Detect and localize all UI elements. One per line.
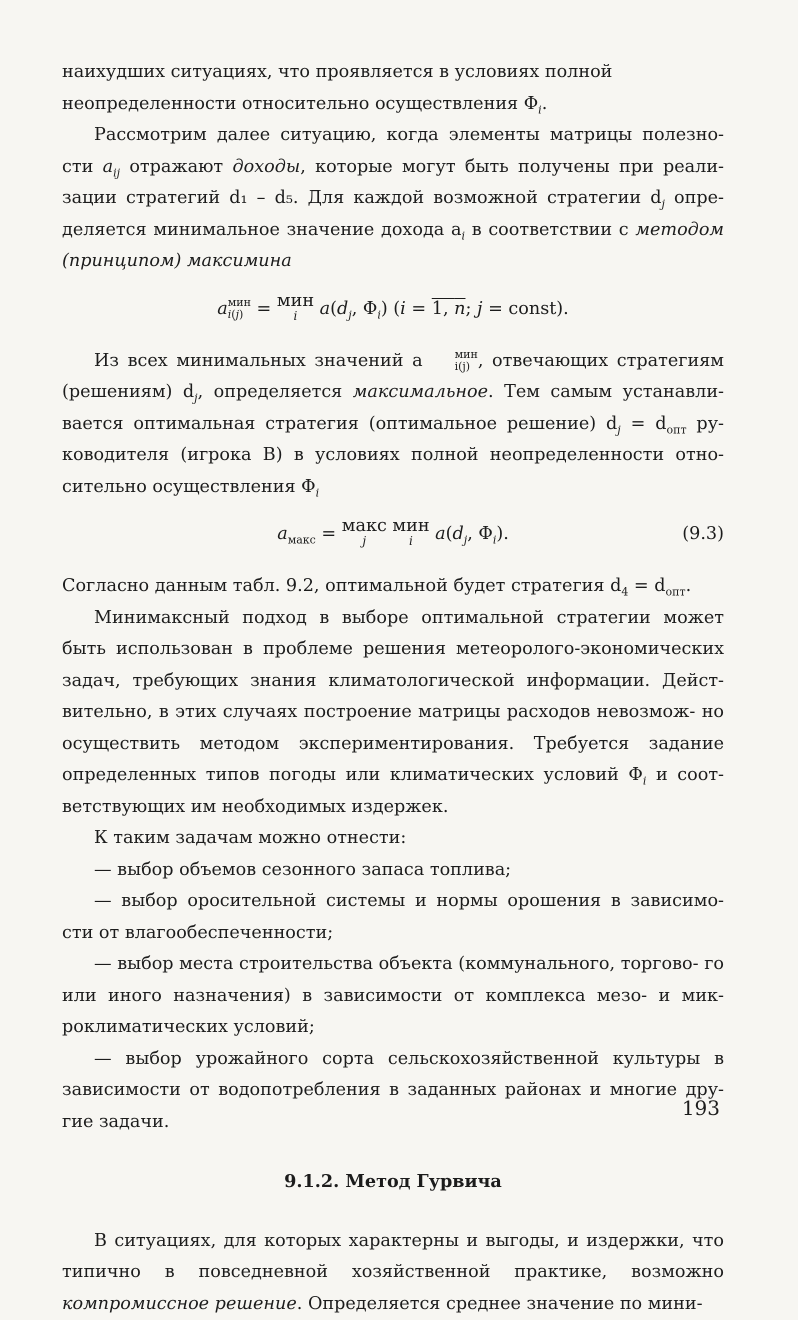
formula-1: a мин i(j) = мин i $a(d_j$, $\Phi_i$) (i = 1, n; j = const). <box>62 294 724 324</box>
paragraph: Рассмотрим далее ситуацию, когда элементы матрицы полезно- сти $a_{ij}$ отражают доходы, которые могут быть получены при реали- зации стратегий d₁ – d₅. Для каждой возможной стратегии $d_j$ опре- деляется минимальное значение дохода $a_i$ в соответствии с методом (принципом) максимина <box>62 120 724 278</box>
list-item: — выбор урожайного сорта сельскохозяйственной культуры в зависимости от водопотребления в заданных районах и многие дру- гие задачи. <box>62 1044 724 1139</box>
list-item: — выбор оросительной системы и нормы орошения в зависимо- сти от влагообеспеченности; <box>62 886 724 949</box>
text-line: К таким задачам можно отнести: <box>62 823 724 855</box>
equation-number: (9.3) <box>682 519 724 549</box>
formula-2: $a_{макс}$ = макс j мин i $a(d_j$, $\Phi_i$). (9.3) <box>62 519 724 549</box>
text-line: наихудших ситуациях, что проявляется в условиях полной <box>62 57 724 89</box>
text-line: неопределенности относительно осуществления $\Phi_i$. <box>62 89 724 121</box>
paragraph: Из всех минимальных значений a мин i(j) , отвечающих стратегиям (решениям) $d_j$, определяется максимальное. Тем самым устанавли- вается оптимальная стратегия (оптимальное решение) $d_j = d_{опт}$ ру- ководителя (игрока B) в условиях полной неопределенности отно- сительно осуществления $\Phi_i$ <box>62 346 724 504</box>
page-body <box>62 57 724 1320</box>
paragraph: Минимаксный подход в выборе оптимальной стратегии может быть использован в проблеме решения метеоролого-экономических задач, требующих знания климатологической информации. Дейст- вительно, в этих случаях построение матрицы расходов невозмож- но осуществить методом экспериментирования. Требуется задание определенных типов погоды или климатических условий $\Phi_i$ и соот- ветствующих им необходимых издержек. <box>62 603 724 824</box>
paragraph: В ситуациях, для которых характерны и выгоды, и издержки, что типично в повседневной хозяйственной практике, возможно компромиссное решение. Определяется среднее значение по мини- <box>62 1226 724 1320</box>
section-heading: 9.1.2. Метод Гурвича <box>62 1166 724 1198</box>
text-line: Согласно данным табл. 9.2, оптимальной будет стратегия $d_4 = d_{опт}$. <box>62 571 724 603</box>
list-item: — выбор места строительства объекта (коммунального, торгово- го или иного назначения) в зависимости от комплекса мезо- и мик- роклиматических условий; <box>62 949 724 1044</box>
page-number: 193 <box>682 1096 720 1120</box>
list-item: — выбор объемов сезонного запаса топлива; <box>62 855 724 887</box>
